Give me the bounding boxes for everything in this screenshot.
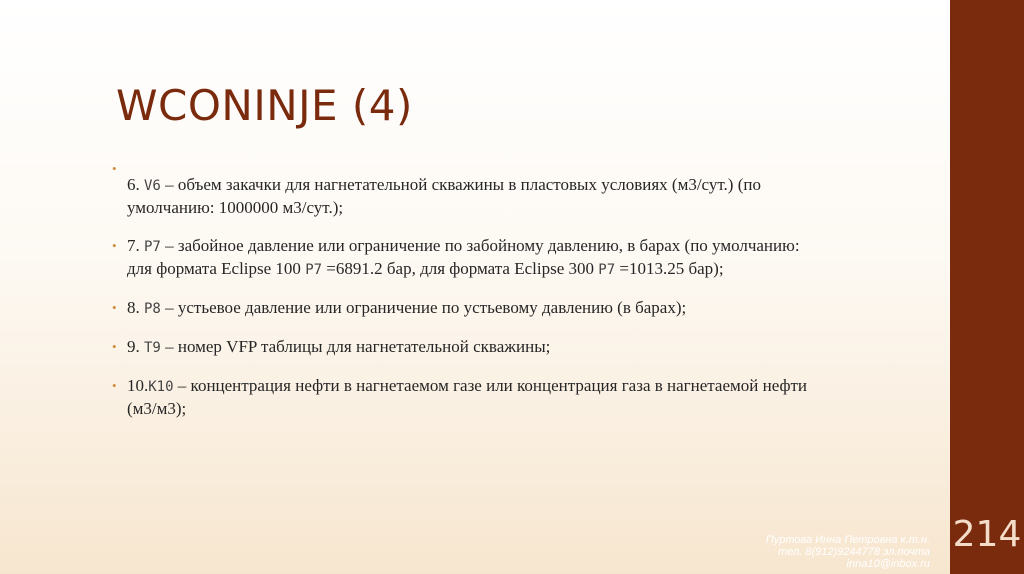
footer-phone-line: тел. 8(912)9244778 эл.почта: [778, 546, 930, 558]
author-footer: [700, 534, 930, 570]
item-description: – забойное давление или ограничение по забойному давлению, в барах (по умолчанию: для формата Eclipse 100: [127, 236, 800, 278]
item-number: 10.: [127, 376, 149, 395]
item-number: 7.: [127, 236, 144, 255]
bullet-dot-icon: •: [112, 339, 117, 354]
bullet-list: [110, 160, 810, 436]
footer-email-line: inna10@inbox.ru: [846, 558, 930, 570]
item-description: – концентрация нефти в нагнетаемом газе или концентрация газа в нагнетаемой нефти (м3/м3);: [127, 376, 808, 418]
item-number: 6.: [127, 175, 144, 194]
parameter-code: T9: [144, 340, 161, 356]
bullet-dot-icon: •: [112, 300, 117, 315]
bullet-dot-icon: •: [112, 161, 117, 176]
bullet-item-6: [110, 160, 810, 219]
bullet-text: [127, 337, 550, 356]
bullet-dot-icon: •: [112, 238, 117, 253]
footer-author-line: Пуртова Инна Петровна к.т.н.: [765, 534, 930, 546]
item-description: =6891.2 бар, для формата Eclipse 300: [322, 259, 599, 278]
item-description: – номер VFP таблицы для нагнетательной скважины;: [160, 337, 551, 356]
item-description: – устьевое давление или ограничение по устьевому давлению (в барах);: [160, 298, 687, 317]
bullet-text: [127, 236, 800, 278]
slide-title: WCONINJE (4): [116, 81, 413, 130]
item-description: – объем закачки для нагнетательной скважины в пластовых условиях (м3/сут.) (по умолчанию: 1000000 м3/сут.);: [127, 175, 761, 217]
page-number: 214: [952, 514, 1022, 555]
bullet-dot-icon: •: [112, 378, 117, 393]
bullet-text: [127, 160, 810, 219]
bullet-item-7: [110, 235, 810, 281]
bullet-item-8: [110, 297, 810, 320]
bullet-item-10: [110, 375, 810, 420]
item-description: =1013.25 бар);: [615, 259, 724, 278]
parameter-code: K10: [148, 379, 174, 395]
parameter-code: P7: [144, 239, 161, 255]
parameter-code: P8: [144, 301, 161, 317]
bullet-text: [127, 298, 686, 317]
parameter-code: P7: [305, 262, 323, 278]
item-number: 9.: [127, 337, 144, 356]
bullet-text: [127, 376, 807, 418]
side-accent-bar: [950, 0, 1024, 574]
parameter-code: P7: [598, 262, 616, 278]
bullet-item-9: [110, 336, 810, 359]
item-number: 8.: [127, 298, 144, 317]
parameter-code: V6: [144, 178, 161, 194]
